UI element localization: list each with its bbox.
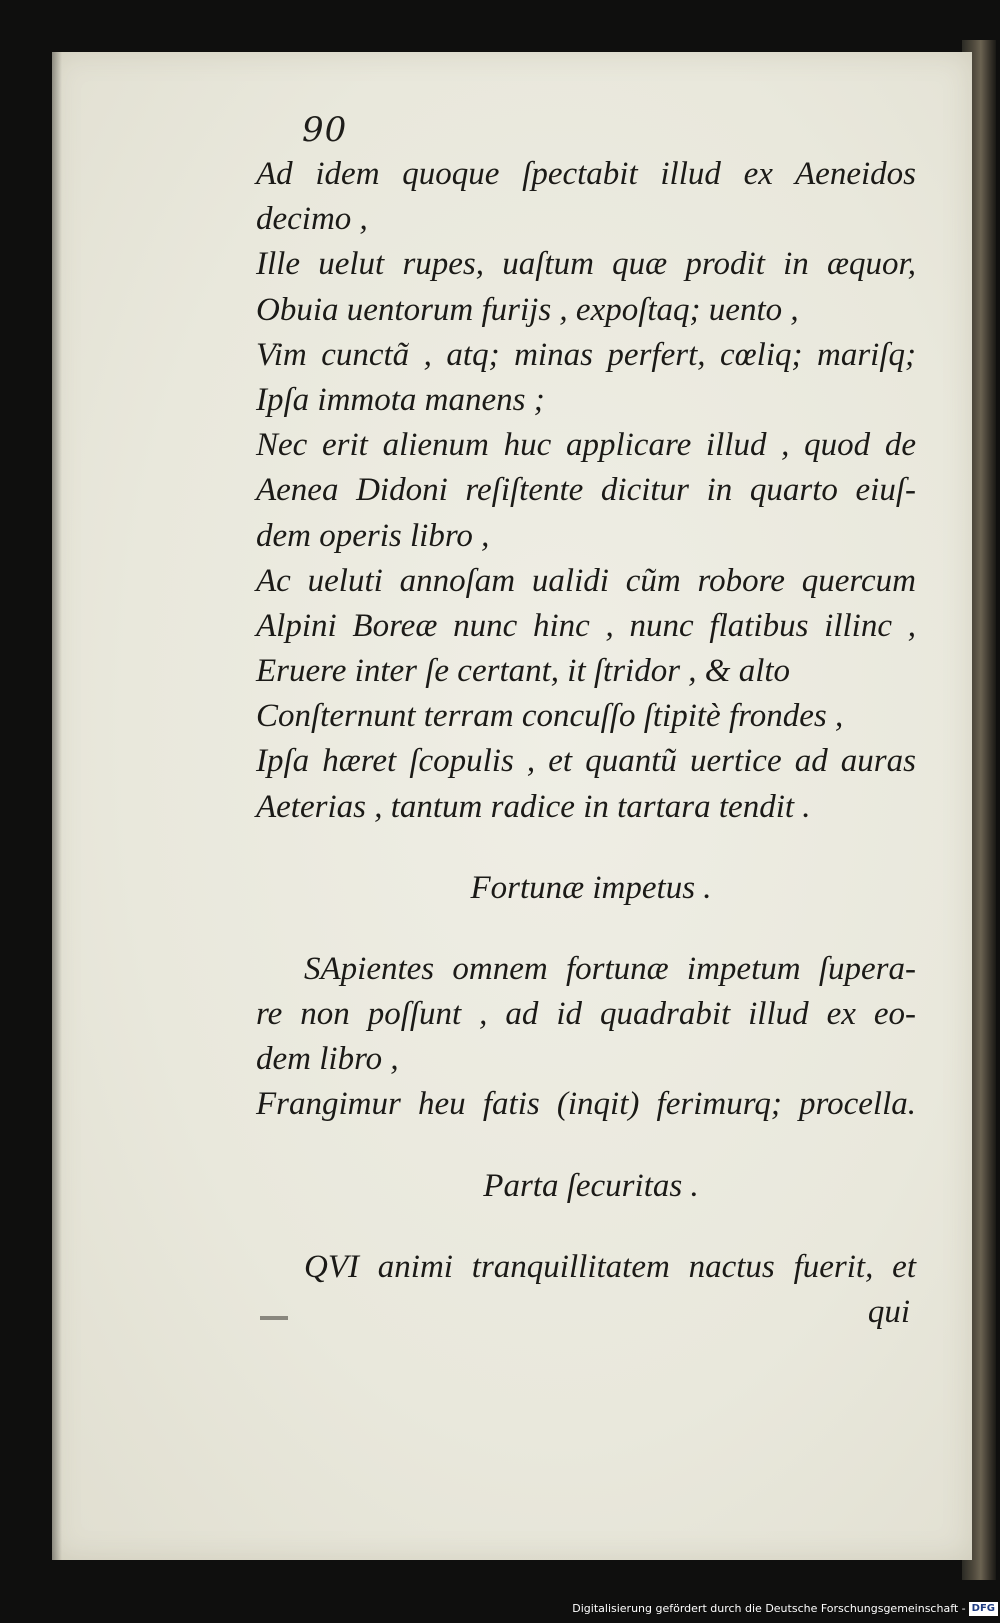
dfg-logo: DFG — [969, 1602, 998, 1616]
text-line: Obuia uentorum furijs , expoſtaq; uento , — [256, 291, 799, 328]
text-line: Ipſa hæret ſcopulis , et quantũ uertice ad auras — [256, 743, 916, 780]
digitization-credit — [572, 1599, 1000, 1619]
text-line: Alpini Boreæ nunc hinc , nunc flatibus illinc , — [256, 607, 916, 644]
text-line: Ac ueluti annoſam ualidi cũm robore quercum — [256, 562, 916, 599]
text-line: Frangimur heu fatis (inqit) ferimurq; procella. — [256, 1086, 916, 1123]
text-line: Aeterias , tantum radice in tartara tendit . — [256, 788, 811, 825]
spacer — [256, 830, 916, 866]
credit-text: Digitalisierung gefördert durch die Deutsche Forschungsgemeinschaft - — [572, 1602, 966, 1615]
text-line: Nec erit alienum huc applicare illud , quod de — [256, 427, 916, 464]
text-line: Vim cunctã , atq; minas perfert, cœliq; mariſq; — [256, 336, 916, 373]
spacer — [256, 1209, 916, 1245]
text-line: Ille uelut rupes, uaſtum quæ prodit in æquor, — [256, 246, 916, 283]
text-line: Eruere inter ſe certant, it ſtridor , & alto — [256, 653, 791, 690]
page-edge-shadow — [52, 52, 62, 1560]
text-line: decimo , — [256, 201, 368, 238]
text-line: dem libro , — [256, 1041, 399, 1078]
text-line: re non poſſunt , ad id quadrabit illud ex eo- — [256, 996, 916, 1032]
ink-smudge — [260, 1316, 288, 1320]
page-number: 90 — [302, 110, 348, 150]
text-line: dem operis libro , — [256, 517, 490, 554]
text-line: Conſternunt terram concuſſo ſtipitè frondes , — [256, 698, 844, 735]
section-heading: Parta ſecuritas . — [483, 1167, 699, 1204]
text-line: Aenea Didoni reſiſtente dicitur in quarto eiuſ- — [256, 472, 916, 509]
spacer — [256, 1128, 916, 1164]
body-text — [256, 152, 916, 1335]
text-line: QVI animi tranquillitatem nactus fuerit, et — [304, 1248, 916, 1285]
catchword: qui — [867, 1293, 910, 1330]
text-line: Ipſa immota manens ; — [256, 381, 545, 418]
text-line: Ad idem quoque ſpectabit illud ex Aeneidos — [256, 156, 916, 192]
text-line: SApientes omnem fortunæ impetum ſupera- — [304, 950, 916, 987]
section-heading: Fortunæ impetus . — [470, 869, 712, 906]
spacer — [256, 911, 916, 947]
